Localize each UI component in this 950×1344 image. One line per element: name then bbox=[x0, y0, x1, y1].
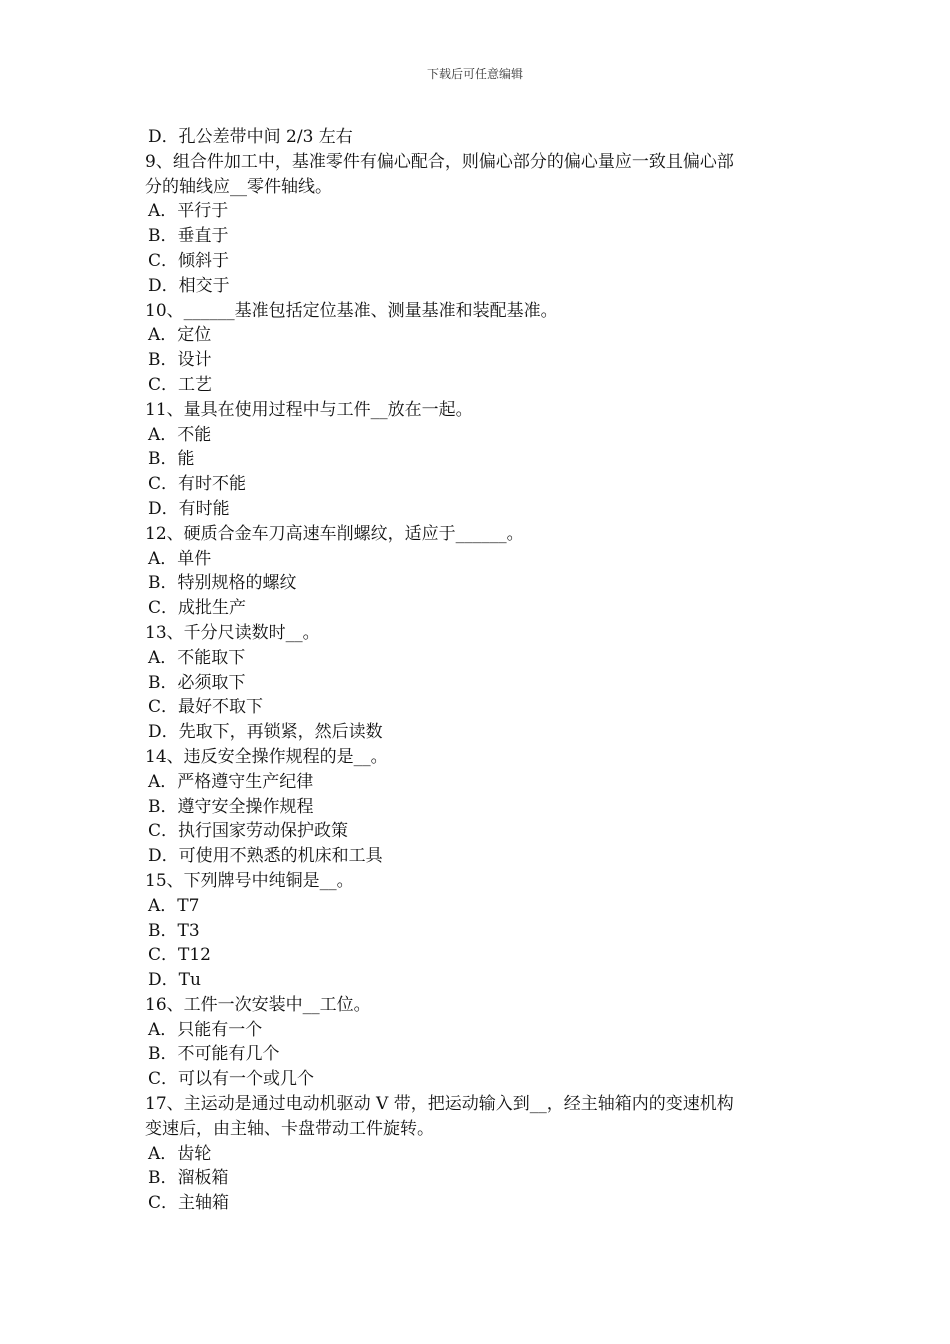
answer-option: C．最好不取下 bbox=[148, 697, 264, 718]
answer-option: C．主轴箱 bbox=[148, 1193, 230, 1214]
answer-option: D．可使用不熟悉的机床和工具 bbox=[148, 846, 383, 867]
answer-option: A．单件 bbox=[148, 548, 212, 569]
page-header: 下载后可任意编辑 bbox=[426, 67, 523, 81]
answer-option: B．垂直于 bbox=[148, 226, 229, 247]
answer-option: C．倾斜于 bbox=[148, 250, 230, 271]
answer-option: C．可以有一个或几个 bbox=[148, 1069, 315, 1090]
question-text: 16、工件一次安装中__工位。 bbox=[145, 994, 371, 1015]
question-text: 变速后，由主轴、卡盘带动工件旋转。 bbox=[145, 1118, 434, 1139]
answer-option: B．遵守安全操作规程 bbox=[148, 796, 314, 817]
answer-option: D．先取下，再锁紧，然后读数 bbox=[148, 722, 383, 743]
answer-option: B．必须取下 bbox=[148, 672, 246, 693]
answer-option: C．T12 bbox=[148, 945, 211, 966]
answer-option: C．执行国家劳动保护政策 bbox=[148, 821, 349, 842]
answer-option: A．平行于 bbox=[148, 201, 229, 222]
answer-option: B．溜板箱 bbox=[148, 1168, 229, 1189]
answer-option: A．定位 bbox=[148, 325, 212, 346]
question-text: 12、硬质合金车刀高速车削螺纹，适应于______。 bbox=[145, 523, 524, 544]
answer-option: A．不能取下 bbox=[148, 647, 246, 668]
answer-option: D．孔公差带中间 2/3 左右 bbox=[148, 127, 353, 147]
answer-option: B．设计 bbox=[148, 350, 212, 371]
answer-option: C．有时不能 bbox=[148, 474, 247, 495]
answer-option: B．不可能有几个 bbox=[148, 1044, 280, 1065]
question-text: 17、主运动是通过电动机驱动 V 带，把运动输入到__，经主轴箱内的变速机构 bbox=[145, 1094, 734, 1115]
answer-option: B．特别规格的螺纹 bbox=[148, 573, 297, 594]
question-text: 14、违反安全操作规程的是__。 bbox=[145, 746, 388, 767]
answer-option: A．齿轮 bbox=[148, 1143, 212, 1164]
answer-option: A．不能 bbox=[148, 424, 212, 445]
answer-option: A．只能有一个 bbox=[148, 1019, 263, 1040]
answer-option: B．能 bbox=[148, 449, 195, 470]
answer-option: D．有时能 bbox=[148, 498, 230, 519]
answer-option: C．成批生产 bbox=[148, 598, 247, 619]
answer-option: A．T7 bbox=[148, 895, 200, 916]
answer-option: A．严格遵守生产纪律 bbox=[148, 771, 314, 792]
question-text: 9、组合件加工中，基准零件有偏心配合，则偏心部分的偏心量应一致且偏心部 bbox=[145, 151, 734, 172]
question-text: 13、千分尺读数时__。 bbox=[145, 622, 320, 643]
document-body bbox=[145, 125, 815, 1216]
question-text: 15、下列牌号中纯铜是__。 bbox=[145, 870, 354, 891]
answer-option: D．Tu bbox=[148, 970, 201, 991]
question-text: 10、______基准包括定位基准、测量基准和装配基准。 bbox=[145, 300, 558, 321]
answer-option: D．相交于 bbox=[148, 275, 230, 296]
question-text: 11、量具在使用过程中与工件__放在一起。 bbox=[145, 399, 473, 420]
question-text: 分的轴线应__零件轴线。 bbox=[145, 176, 332, 197]
answer-option: B．T3 bbox=[148, 920, 200, 941]
answer-option: C．工艺 bbox=[148, 374, 213, 395]
